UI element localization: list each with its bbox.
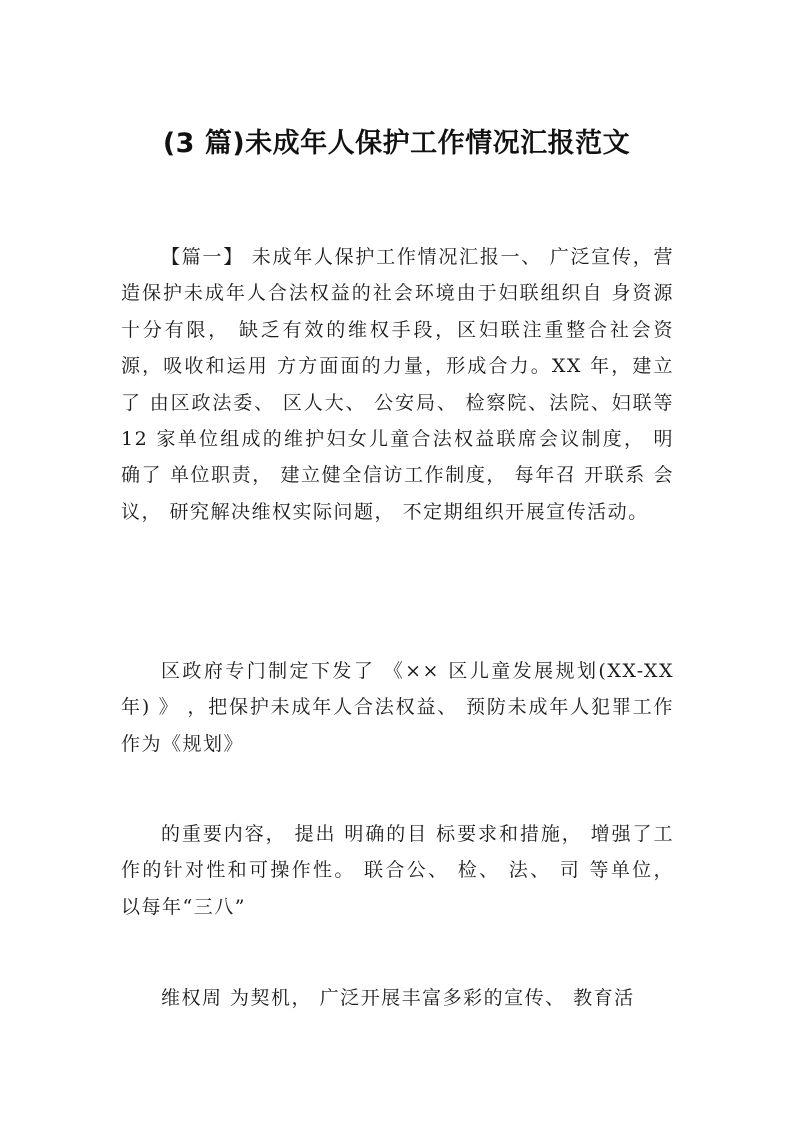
paragraph-4: 维权周 为契机， 广泛开展丰富多彩的宣传、 教育活: [161, 987, 635, 1009]
paragraph-2: 区政府专门制定下发了 《×× 区儿童发展规划(XX-XX 年) 》 ，把保护未成年人合法权益、 预防未成年人犯罪工作作为《规划》: [121, 660, 674, 755]
paragraph-3: 的重要内容， 提出 明确的目 标要求和措施， 增强了工作的针对性和可操作性。 联合公、 检、 法、 司 等单位， 以每年“三八”: [121, 823, 674, 918]
document-title: (3 篇)未成年人保护工作情况汇报范文: [162, 128, 631, 159]
paragraph-1: 【篇一】 未成年人保护工作情况汇报一、 广泛宣传，营造保护未成年人合法权益的社会环境由于妇联组织自 身资源十分有限， 缺乏有效的维权手段，区妇联注重整合社会资源，吸收和运用 方方面面的力量，形成合力。XX 年，建立了 由区政法委、 区人大、 公安局、 检察院、法院、妇联等 12 家单位组成的维护妇女儿童合法权益联席会议制度， 明确了 单位职责， 建立健全信访工作制度， 每年召 开联系 会议， 研究解决维权实际问题， 不定期组织开展宣传活动。: [121, 246, 674, 523]
